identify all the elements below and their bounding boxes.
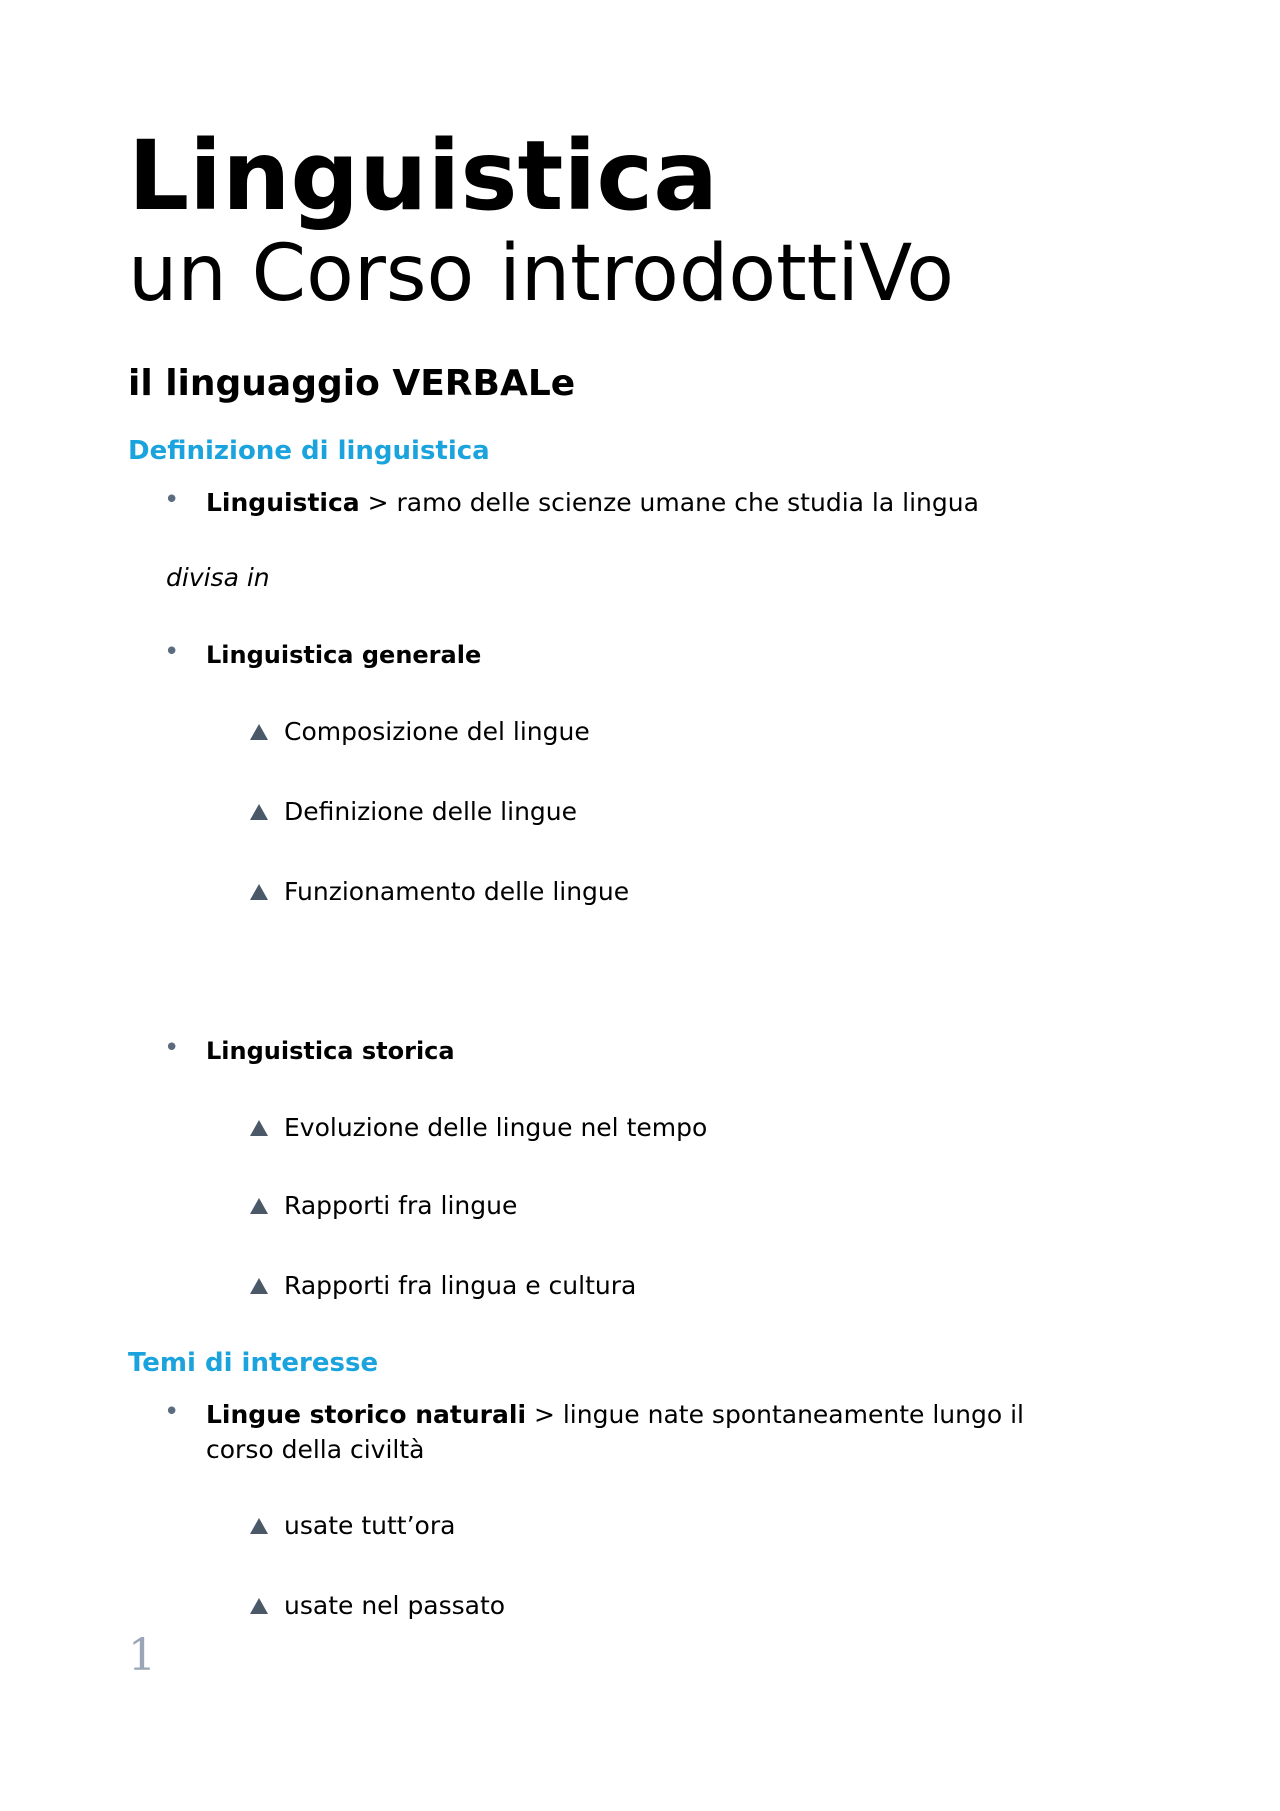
triangle-icon — [250, 1598, 268, 1614]
page-number: 1 — [128, 1630, 156, 1681]
bullet-definition-continued: corso della civiltà — [206, 1435, 425, 1464]
bullet-icon: • — [164, 485, 180, 515]
bullet-term: Linguistica generale — [206, 641, 482, 669]
bullet-icon: • — [164, 1397, 180, 1427]
bullet-term: Linguistica — [206, 488, 360, 517]
triangle-icon — [250, 1120, 268, 1136]
sub-item: Rapporti fra lingua e cultura — [284, 1271, 637, 1300]
triangle-icon — [250, 884, 268, 900]
subsection-heading-temi: Temi di interesse — [128, 1348, 379, 1378]
sub-item: Evoluzione delle lingue nel tempo — [284, 1113, 708, 1142]
bullet-icon: • — [164, 637, 180, 667]
sub-item: Funzionamento delle lingue — [284, 877, 630, 906]
bullet-term: Linguistica storica — [206, 1037, 455, 1065]
sub-item: Definizione delle lingue — [284, 797, 578, 826]
bullet-definition: > ramo delle scienze umane che studia la lingua — [359, 488, 979, 517]
bullet-icon: • — [164, 1033, 180, 1063]
bullet-item-linguistica — [206, 486, 979, 520]
triangle-icon — [250, 1198, 268, 1214]
sub-item: Composizione del lingue — [284, 717, 590, 746]
triangle-icon — [250, 804, 268, 820]
triangle-icon — [250, 1278, 268, 1294]
subsection-heading-definizione: Definizione di linguistica — [128, 436, 490, 466]
triangle-icon — [250, 724, 268, 740]
sub-item: usate nel passato — [284, 1591, 506, 1620]
note-text: divisa in — [166, 563, 270, 592]
sub-item: usate tutt’ora — [284, 1511, 456, 1540]
bullet-item-lingue-storico-naturali — [206, 1398, 1024, 1432]
bullet-definition: > lingue nate spontaneamente lungo il — [526, 1400, 1024, 1429]
bullet-term: Lingue storico naturali — [206, 1400, 527, 1429]
bullet-item-linguistica-generale — [206, 638, 481, 672]
bullet-item-linguistica-storica — [206, 1034, 455, 1068]
section-heading: il linguaggio VERBALe — [128, 363, 576, 404]
document-subtitle: un Corso introdottiVo — [128, 229, 954, 319]
sub-item: Rapporti fra lingue — [284, 1191, 518, 1220]
document-title: Linguistica — [128, 120, 719, 232]
triangle-icon — [250, 1518, 268, 1534]
